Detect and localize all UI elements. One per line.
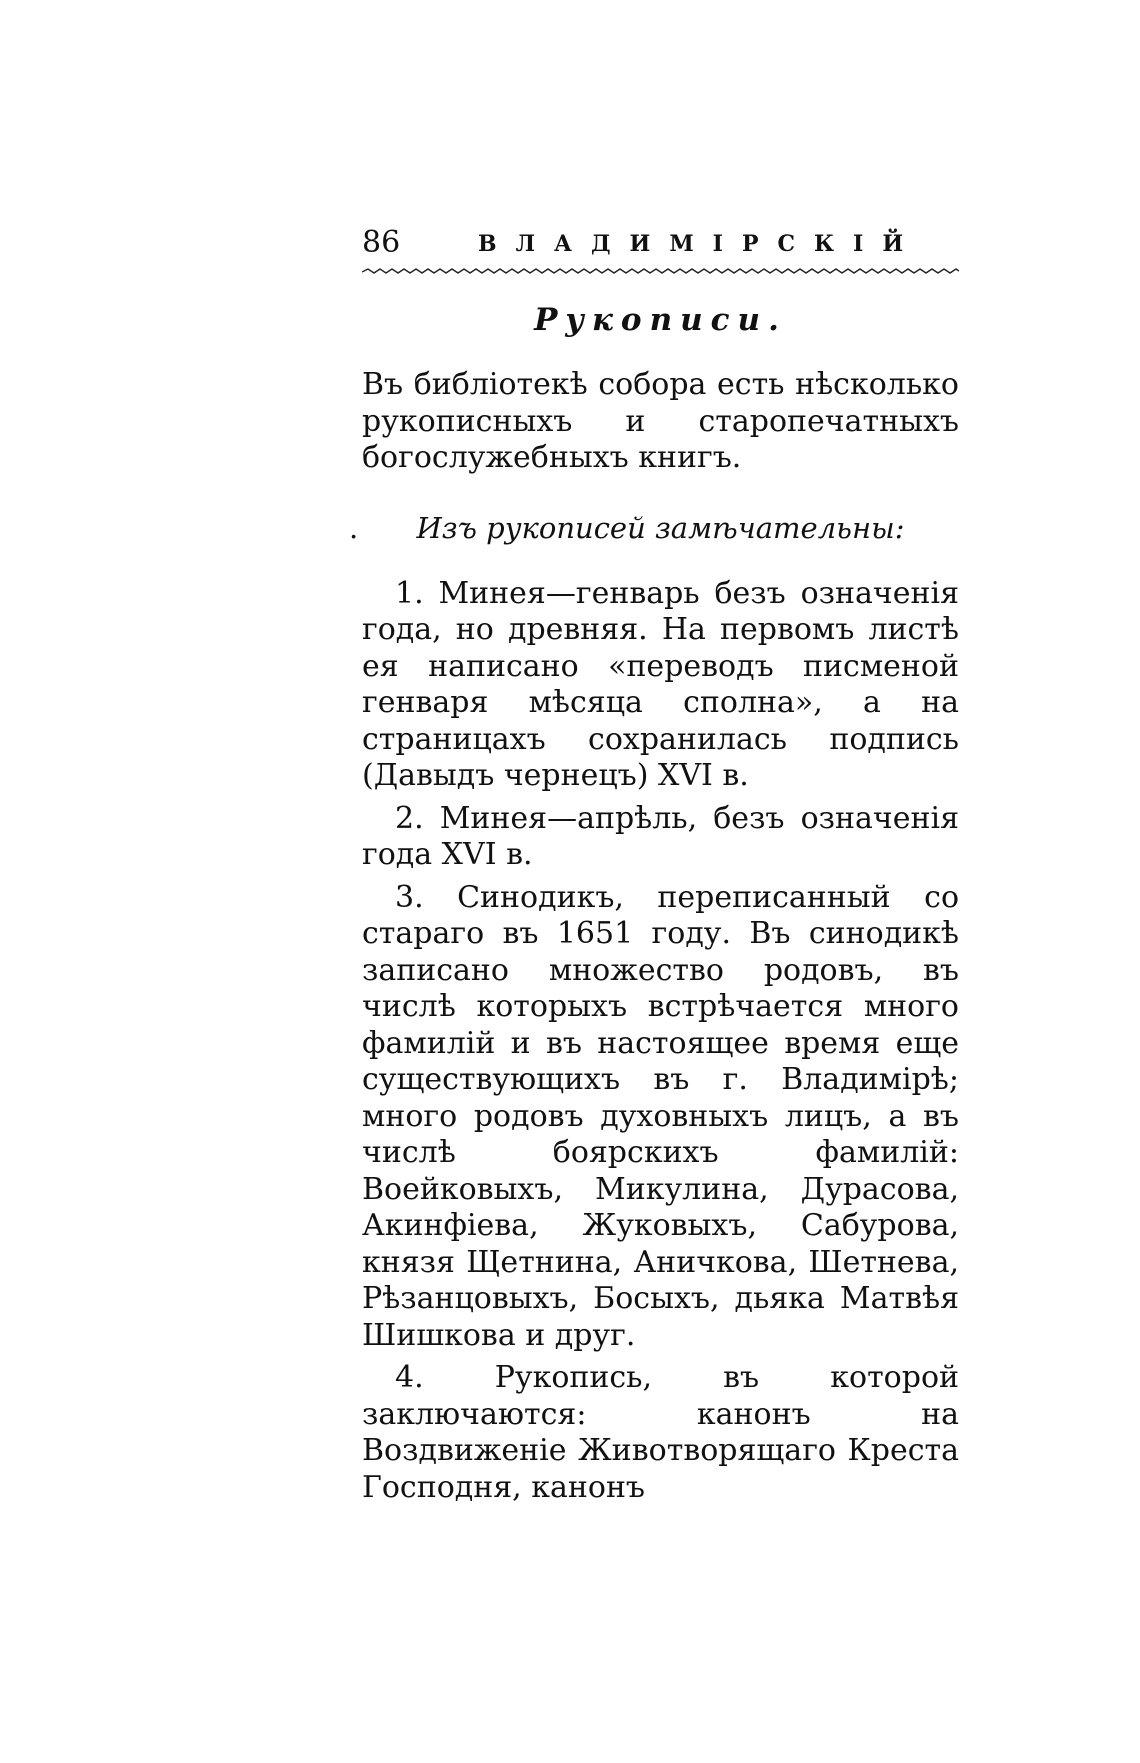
ornamental-wavy-rule — [362, 265, 959, 277]
page-number: 86 — [362, 225, 401, 260]
list-item-1: 1. Минея—генварь безъ означенія года, но древняя. На первомъ листѣ ея написано «переводъ писменой генваря мѣсяца сполна», а на страницахъ сохранилась подпись (Давыдъ чернецъ) XVI в. — [362, 575, 959, 793]
running-head — [362, 225, 959, 265]
book-page — [349, 225, 959, 1512]
list-item-3: 3. Синодикъ, переписанный со стараго въ 1651 году. Въ синодикѣ записано множество родовъ, въ числѣ которыхъ встрѣчается много фамилій и въ настоящее время еще существующихъ въ г. Владимірѣ; много родовъ духовныхъ лицъ, а въ числѣ боярскихъ фамилій: Воейковыхъ, Микулина, Дурасова, Акинфіева, Жуковыхъ, Сабурова, князя Щетнина, Аничкова, Шетнева, Рѣзанцовыхъ, Босыхъ, дьяка Матвѣя Шишкова и друг. — [362, 879, 959, 1353]
section-title: Рукописи. — [534, 302, 787, 338]
subheading-text: Изъ рукописей замѣчательны: — [416, 510, 905, 545]
running-title: ВЛАДИМІРСКІЙ — [478, 231, 923, 257]
subheading — [349, 508, 959, 548]
intro-paragraph: Въ библіотекѣ собора есть нѣсколько рукописныхъ и старопечатныхъ богослужебныхъ книгъ. — [362, 367, 959, 475]
stray-mark: . — [349, 510, 359, 545]
list-item-2: 2. Минея—апрѣль, безъ означенія года XVI в. — [362, 800, 959, 872]
list-item-4: 4. Рукопись, въ которой заключаются: канонъ на Воздвиженіе Животворящаго Креста Господня, канонъ — [362, 1360, 959, 1505]
